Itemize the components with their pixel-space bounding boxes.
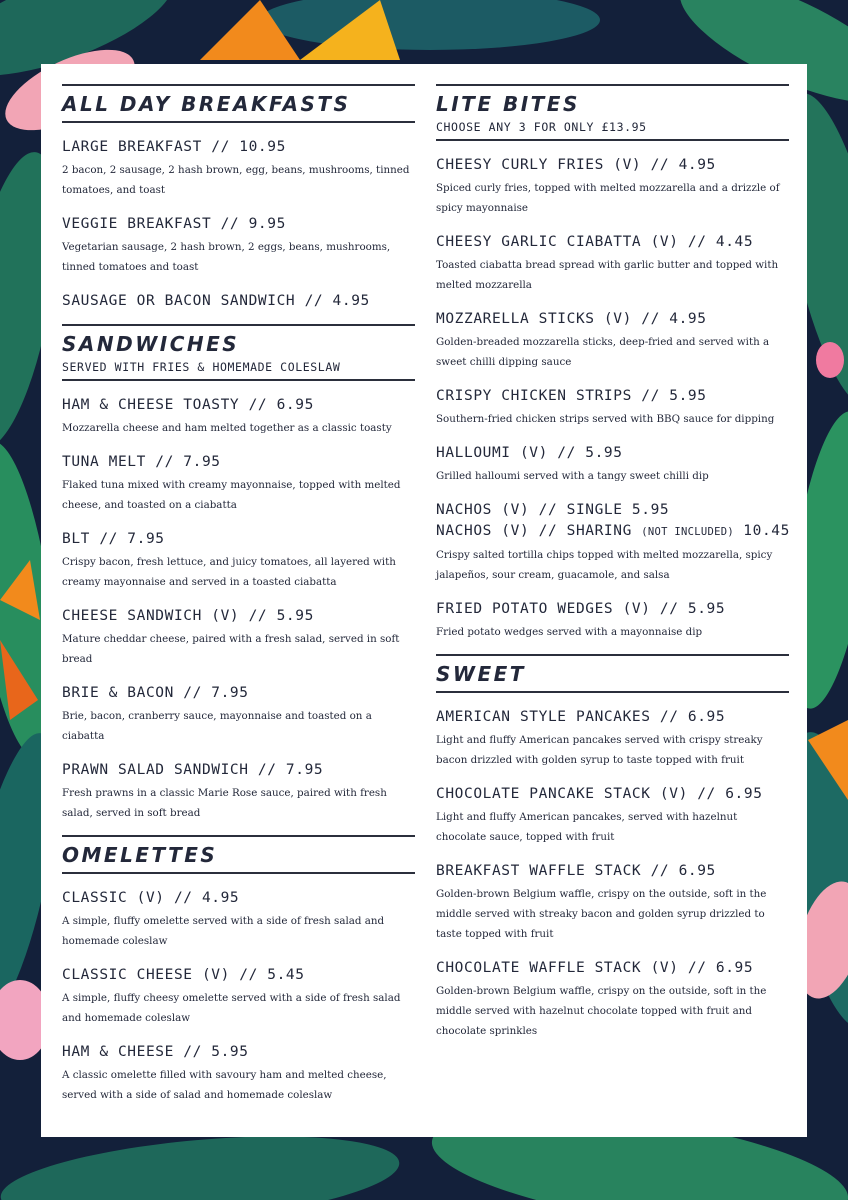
item-title: CLASSIC CHEESE (V) // 5.45 — [62, 967, 305, 983]
item-title: AMERICAN STYLE PANCAKES // 6.95 — [436, 709, 726, 725]
item-title: BLT // 7.95 — [62, 531, 165, 547]
item-title: HAM & CHEESE TOASTY // 6.95 — [62, 397, 314, 413]
menu-item — [62, 214, 415, 277]
item-title: TUNA MELT // 7.95 — [62, 454, 221, 470]
menu-item — [436, 232, 789, 295]
item-title: HAM & CHEESE // 5.95 — [62, 1044, 249, 1060]
menu-item — [62, 395, 415, 438]
section-subtitle: CHOOSE ANY 3 FOR ONLY £13.95 — [436, 120, 647, 134]
item-title: CHOCOLATE WAFFLE STACK (V) // 6.95 — [436, 960, 754, 976]
item-description: Crispy salted tortilla chips topped with melted mozzarella, spicy jalapeños, sour cream, guacamole, and salsa — [436, 549, 773, 581]
menu-item — [436, 155, 789, 218]
left-column — [62, 84, 415, 1105]
item-title: CHEESY CURLY FRIES (V) // 4.95 — [436, 157, 716, 173]
item-description: Spiced curly fries, topped with melted mozzarella and a drizzle of spicy mayonnaise — [436, 182, 780, 214]
sweet-header — [436, 654, 789, 693]
item-title: CLASSIC (V) // 4.95 — [62, 890, 240, 906]
item-description: Brie, bacon, cranberry sauce, mayonnaise and toasted on a ciabatta — [62, 710, 372, 742]
item-title: HALLOUMI (V) // 5.95 — [436, 445, 623, 461]
menu-item — [62, 529, 415, 592]
item-description: 2 bacon, 2 sausage, 2 hash brown, egg, beans, mushrooms, tinned tomatoes, and toast — [62, 164, 410, 196]
menu-item — [62, 291, 415, 312]
section-title: SANDWICHES — [62, 332, 240, 356]
item-description: Golden-breaded mozzarella sticks, deep-fried and served with a sweet chilli dipping sauce — [436, 336, 770, 368]
item-title: PRAWN SALAD SANDWICH // 7.95 — [62, 762, 324, 778]
menu-item — [436, 599, 789, 642]
item-description: Vegetarian sausage, 2 hash brown, 2 eggs, beans, mushrooms, tinned tomatoes and toast — [62, 241, 391, 273]
item-title: LARGE BREAKFAST // 10.95 — [62, 139, 286, 155]
section-title: ALL DAY BREAKFASTS — [62, 92, 351, 116]
item-title: CHOCOLATE PANCAKE STACK (V) // 6.95 — [436, 786, 763, 802]
item-description: A simple, fluffy cheesy omelette served with a side of fresh salad and homemade coleslaw — [62, 992, 401, 1024]
menu-item — [62, 606, 415, 669]
section-title: OMELETTES — [62, 843, 218, 867]
section-title: SWEET — [436, 662, 526, 686]
menu-item — [62, 1042, 415, 1105]
section-subtitle: SERVED WITH FRIES & HOMEMADE COLESLAW — [62, 360, 341, 374]
item-title: VEGGIE BREAKFAST // 9.95 — [62, 216, 286, 232]
menu-item — [436, 443, 789, 486]
menu-item — [436, 386, 789, 429]
item-description: Mature cheddar cheese, paired with a fresh salad, served in soft bread — [62, 633, 400, 665]
item-title: FRIED POTATO WEDGES (V) // 5.95 — [436, 601, 726, 617]
item-description: Light and fluffy American pancakes served with crispy streaky bacon drizzled with golden syrup to taste topped with fruit — [436, 734, 763, 766]
item-description: Fresh prawns in a classic Marie Rose sauce, paired with fresh salad, served in soft bread — [62, 787, 387, 819]
item-title: BRIE & BACON // 7.95 — [62, 685, 249, 701]
item-description: Golden-brown Belgium waffle, crispy on the outside, soft in the middle served with hazelnut chocolate topped with fruit and chocolate sprinkles — [436, 985, 767, 1037]
item-title: CHEESE SANDWICH (V) // 5.95 — [62, 608, 314, 624]
menu-card — [41, 64, 807, 1137]
right-column — [436, 84, 789, 1041]
menu-item — [436, 861, 789, 944]
item-description: Mozzarella cheese and ham melted together as a classic toasty — [62, 422, 392, 434]
breakfasts-header — [62, 84, 415, 123]
item-description: Fried potato wedges served with a mayonnaise dip — [436, 626, 703, 638]
section-title: LITE BITES — [436, 92, 580, 116]
not-included-note: (NOT INCLUDED) — [641, 526, 734, 538]
item-description: A simple, fluffy omelette served with a side of fresh salad and homemade coleslaw — [62, 915, 385, 947]
item-description: A classic omelette filled with savoury ham and melted cheese, served with a side of salad and homemade coleslaw — [62, 1069, 387, 1101]
item-description: Golden-brown Belgium waffle, crispy on the outside, soft in the middle served with streaky bacon and golden syrup drizzled to taste topped with fruit — [436, 888, 767, 940]
item-description: Light and fluffy American pancakes, served with hazelnut chocolate sauce, topped with fruit — [436, 811, 738, 843]
item-title: SAUSAGE OR BACON SANDWICH // 4.95 — [62, 293, 370, 309]
omelettes-header — [62, 835, 415, 874]
menu-item — [62, 760, 415, 823]
menu-item — [62, 683, 415, 746]
item-title: MOZZARELLA STICKS (V) // 4.95 — [436, 311, 707, 327]
item-title-sharing: NACHOS (V) // SHARING (NOT INCLUDED) 10.45 — [436, 523, 790, 539]
menu-item — [62, 137, 415, 200]
menu-item — [436, 309, 789, 372]
menu-item — [436, 707, 789, 770]
menu-item-nachos — [436, 500, 789, 585]
menu-item — [436, 784, 789, 847]
menu-item — [436, 958, 789, 1041]
sandwiches-header — [62, 324, 415, 381]
item-description: Flaked tuna mixed with creamy mayonnaise, topped with melted cheese, and toasted on a ciabatta — [62, 479, 401, 511]
menu-item — [62, 452, 415, 515]
item-title: BREAKFAST WAFFLE STACK // 6.95 — [436, 863, 716, 879]
item-description: Crispy bacon, fresh lettuce, and juicy tomatoes, all layered with creamy mayonnaise and served in a toasted ciabatta — [62, 556, 396, 588]
item-description: Southern-fried chicken strips served with BBQ sauce for dipping — [436, 413, 775, 425]
item-title: NACHOS (V) // SINGLE 5.95 — [436, 502, 670, 518]
item-description: Toasted ciabatta bread spread with garlic butter and topped with melted mozzarella — [436, 259, 779, 291]
item-title: CHEESY GARLIC CIABATTA (V) // 4.45 — [436, 234, 754, 250]
item-title: CRISPY CHICKEN STRIPS // 5.95 — [436, 388, 707, 404]
lite-bites-header — [436, 84, 789, 141]
menu-item — [62, 888, 415, 951]
item-description: Grilled halloumi served with a tangy sweet chilli dip — [436, 470, 709, 482]
menu-item — [62, 965, 415, 1028]
